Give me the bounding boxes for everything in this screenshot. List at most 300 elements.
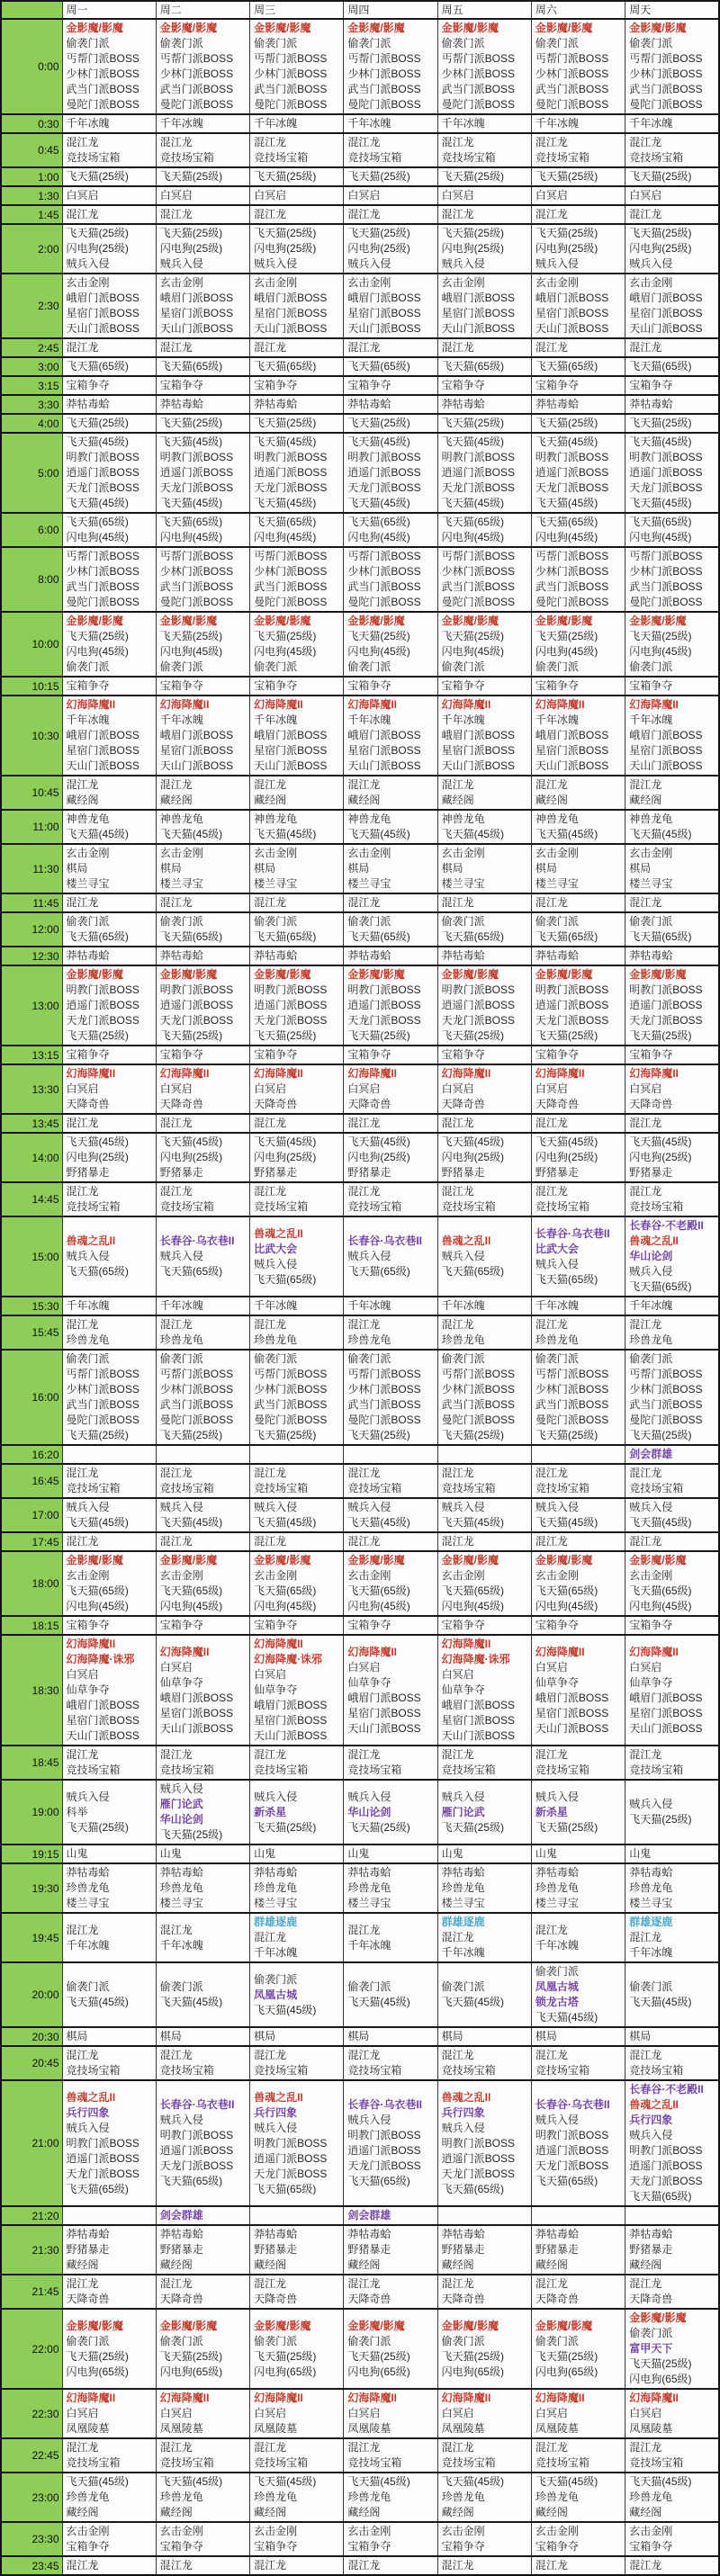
table-row — [1, 2206, 719, 2225]
event-label: 飞天猫(25级) — [254, 227, 317, 239]
event-label: 飞天猫(65级) — [254, 2182, 317, 2195]
event-label: 千年冰魄 — [347, 1938, 392, 1952]
schedule-cell — [531, 1962, 625, 2027]
table-row — [1, 677, 719, 696]
schedule-cell — [437, 947, 531, 965]
schedule-cell — [437, 776, 531, 810]
event-label: 棋局 — [66, 2030, 88, 2042]
schedule-cell — [531, 1350, 625, 1445]
event-label: 兽魂之乱II — [629, 2098, 679, 2111]
event-label: 华山论剑 — [347, 1805, 392, 1818]
event-label: 偷袭门派 — [441, 660, 485, 673]
schedule-cell — [531, 224, 625, 274]
schedule-cell — [62, 612, 156, 677]
schedule-cell — [626, 1498, 719, 1532]
event-label: 偷袭门派 — [347, 1980, 392, 1993]
event-label: 明教门派BOSS — [441, 2136, 515, 2150]
schedule-cell — [531, 1464, 625, 1498]
event-label: 贼兵入侵 — [159, 1250, 203, 1262]
event-label: 偷袭门派 — [66, 37, 110, 49]
event-label: 混江龙 — [629, 341, 662, 354]
event-label: 玄击金刚 — [254, 847, 298, 859]
event-label: 混江龙 — [629, 2441, 662, 2454]
event-label: 贼兵入侵 — [66, 1790, 110, 1803]
schedule-cell — [156, 395, 249, 414]
schedule-cell — [250, 1863, 344, 1913]
schedule-cell — [250, 2438, 344, 2473]
event-label: 混江龙 — [347, 1748, 381, 1761]
event-label: 偷袭门派 — [66, 1980, 110, 1993]
schedule-cell — [626, 677, 719, 696]
event-label: 宝箱争夺 — [347, 1619, 392, 1631]
event-label: 峨眉门派BOSS — [347, 729, 421, 741]
event-label: 飞天猫(25级) — [66, 227, 129, 239]
schedule-cell — [531, 1046, 625, 1064]
event-label: 白冥启 — [535, 1660, 568, 1674]
event-label: 飞天猫(45级) — [441, 1135, 504, 1148]
event-label: 闪电狗(25级) — [254, 1151, 317, 1163]
event-label: 混江龙 — [159, 1185, 193, 1198]
event-label: 逍遥门派BOSS — [535, 2144, 609, 2157]
event-label: 幻海降魔II — [254, 1067, 303, 1080]
time-label: 2:30 — [1, 274, 62, 338]
event-label: 幻海降魔·诛邪 — [254, 1653, 323, 1665]
event-label: 幻海降魔II — [347, 1067, 398, 1080]
schedule-cell — [156, 2309, 249, 2389]
schedule-cell — [62, 1746, 156, 1780]
event-label: 宝箱争夺 — [254, 1619, 298, 1631]
event-label: 千年冰魄 — [629, 1299, 673, 1312]
schedule-cell — [437, 513, 531, 547]
time-label: 8:00 — [1, 547, 62, 612]
schedule-cell — [344, 2522, 437, 2556]
event-label: 混江龙 — [629, 2559, 662, 2572]
event-label: 幻海降魔II — [629, 1067, 679, 1080]
event-label: 宝箱争夺 — [441, 379, 485, 391]
event-label: 神兽龙龟 — [66, 812, 110, 825]
event-label: 飞天猫(45级) — [347, 828, 410, 840]
schedule-cell — [531, 433, 625, 513]
event-label: 明教门派BOSS — [629, 983, 703, 996]
event-label: 混江龙 — [66, 1923, 99, 1936]
event-label: 竞技场宝箱 — [159, 1764, 214, 1776]
schedule-cell — [156, 1464, 249, 1498]
event-label: 闪电狗(65级) — [441, 2365, 504, 2378]
event-label: 金影魔/影魔 — [254, 1554, 311, 1566]
schedule-body — [1, 19, 719, 2575]
schedule-cell — [250, 677, 344, 696]
schedule-cell — [437, 205, 531, 224]
schedule-cell — [626, 357, 719, 376]
event-label: 混江龙 — [254, 1318, 287, 1331]
event-label: 华山论剑 — [629, 1250, 673, 1262]
schedule-cell — [344, 1844, 437, 1863]
event-label: 白冥启 — [629, 2407, 662, 2419]
event-label: 闪电狗(45级) — [441, 645, 504, 658]
event-label: 珍兽龙龟 — [441, 2491, 485, 2503]
event-label: 明教门派BOSS — [347, 451, 421, 463]
schedule-cell — [62, 513, 156, 547]
schedule-cell — [156, 844, 249, 893]
schedule-cell — [344, 844, 437, 893]
schedule-cell — [344, 2389, 437, 2438]
event-label: 混江龙 — [629, 2277, 662, 2290]
schedule-cell — [626, 1746, 719, 1780]
schedule-cell — [156, 1635, 249, 1746]
table-row — [1, 1464, 719, 1498]
event-label: 混江龙 — [347, 341, 381, 354]
event-label: 莽牯毒蛤 — [629, 398, 673, 410]
event-label: 棋局 — [347, 862, 370, 875]
event-label: 天山门派BOSS — [66, 759, 140, 772]
day-header-6: 周六 — [531, 1, 625, 19]
event-label: 白冥启 — [347, 1660, 381, 1674]
event-label: 凤凰陵墓 — [254, 2422, 298, 2435]
event-label: 飞天猫(45级) — [66, 497, 129, 509]
event-label: 天龙门派BOSS — [159, 2159, 234, 2172]
event-label: 天降奇兽 — [441, 1098, 485, 1110]
table-row — [1, 1913, 719, 1962]
schedule-cell — [62, 2438, 156, 2473]
event-label: 混江龙 — [159, 1467, 193, 1479]
event-label: 飞天猫(25级) — [254, 1029, 317, 1042]
event-label: 幻海降魔II — [535, 2392, 585, 2404]
event-label: 飞天猫(45级) — [159, 2475, 223, 2488]
event-label: 长春谷·乌衣巷II — [159, 2098, 235, 2111]
event-label: 飞天猫(45级) — [254, 1516, 317, 1529]
schedule-cell — [344, 338, 437, 357]
event-label: 飞天猫(25级) — [66, 1429, 129, 1441]
schedule-cell — [156, 1133, 249, 1182]
event-label: 楼兰寻宝 — [535, 1897, 579, 1909]
schedule-cell — [62, 1780, 156, 1844]
event-label: 凤凰陵墓 — [629, 2422, 673, 2435]
schedule-cell — [626, 612, 719, 677]
schedule-cell — [62, 2556, 156, 2575]
schedule-cell — [531, 1182, 625, 1216]
schedule-cell — [62, 338, 156, 357]
schedule-cell — [62, 274, 156, 338]
schedule-cell — [250, 1182, 344, 1216]
event-label: 飞天猫(65级) — [347, 930, 410, 943]
event-label: 千年冰魄 — [159, 714, 203, 726]
event-label: 楼兰寻宝 — [629, 1897, 673, 1909]
event-label: 玄击金刚 — [535, 847, 579, 859]
schedule-cell — [62, 1297, 156, 1315]
event-label: 偷袭门派 — [535, 915, 579, 928]
event-label: 长春谷·乌衣巷II — [347, 2098, 423, 2111]
schedule-cell — [250, 357, 344, 376]
event-label: 藏经阁 — [629, 794, 662, 806]
event-label: 仙草争夺 — [441, 1683, 485, 1696]
event-label: 贼兵入侵 — [347, 1790, 392, 1803]
event-label: 偷袭门派 — [441, 1352, 485, 1365]
event-label: 丐帮门派BOSS — [254, 1368, 328, 1380]
event-label: 竞技场宝箱 — [535, 2064, 590, 2077]
schedule-cell — [62, 2522, 156, 2556]
event-label: 混江龙 — [535, 896, 568, 909]
event-label: 飞天猫(25级) — [535, 1029, 598, 1042]
event-label: 玄击金刚 — [441, 847, 485, 859]
time-label: 21:45 — [1, 2275, 62, 2309]
event-label: 逍遥门派BOSS — [254, 2151, 328, 2165]
schedule-cell — [250, 696, 344, 776]
event-label: 飞天猫(45级) — [254, 435, 317, 448]
event-label: 飞天猫(25级) — [347, 1820, 410, 1834]
event-label: 星宿门派BOSS — [535, 307, 609, 319]
event-label: 飞天猫(45级) — [347, 435, 410, 448]
event-label: 闪电狗(25级) — [347, 1151, 410, 1163]
schedule-cell — [437, 2473, 531, 2522]
event-label: 混江龙 — [347, 1185, 381, 1198]
schedule-cell — [531, 357, 625, 376]
event-label: 玄击金刚 — [159, 276, 203, 289]
schedule-cell — [156, 1182, 249, 1216]
schedule-cell — [250, 433, 344, 513]
event-label: 峨眉门派BOSS — [441, 292, 515, 304]
schedule-cell — [156, 2080, 249, 2206]
event-label: 逍遥门派BOSS — [441, 999, 515, 1011]
event-label: 竞技场宝箱 — [66, 2064, 121, 2077]
event-label: 少林门派BOSS — [347, 1383, 421, 1396]
event-label: 曼陀门派BOSS — [535, 98, 609, 111]
event-label: 金影魔/影魔 — [347, 615, 405, 627]
event-label: 飞天猫(25级) — [441, 227, 504, 239]
time-label: 13:15 — [1, 1046, 62, 1064]
event-label: 武当门派BOSS — [629, 1398, 703, 1411]
schedule-cell — [437, 2225, 531, 2275]
event-label: 飞天猫(45级) — [347, 1135, 410, 1148]
event-label: 偷袭门派 — [629, 660, 673, 673]
event-label: 藏经阁 — [159, 2258, 193, 2271]
event-label: 宝箱争夺 — [66, 2540, 110, 2553]
event-label: 千年冰魄 — [347, 1299, 392, 1312]
event-label: 峨眉门派BOSS — [535, 292, 609, 304]
event-label: 宝箱争夺 — [254, 1048, 298, 1061]
schedule-cell — [531, 2309, 625, 2389]
schedule-cell — [531, 2046, 625, 2080]
event-label: 明教门派BOSS — [254, 983, 328, 996]
schedule-cell — [626, 844, 719, 893]
event-label: 星宿门派BOSS — [254, 744, 328, 757]
event-label: 藏经阁 — [347, 2506, 381, 2518]
schedule-cell — [156, 612, 249, 677]
schedule-cell — [250, 395, 344, 414]
event-label: 竞技场宝箱 — [159, 1482, 214, 1494]
table-row — [1, 205, 719, 224]
schedule-cell — [62, 1133, 156, 1182]
schedule-cell — [344, 395, 437, 414]
table-row — [1, 2027, 719, 2046]
event-label: 星宿门派BOSS — [441, 744, 515, 757]
event-label: 飞天猫(25级) — [254, 1429, 317, 1441]
schedule-cell — [156, 1445, 249, 1464]
event-label: 藏经阁 — [159, 2506, 193, 2518]
schedule-cell — [156, 965, 249, 1046]
schedule-cell — [437, 1863, 531, 1913]
event-label: 武当门派BOSS — [629, 83, 703, 95]
schedule-cell — [437, 376, 531, 395]
event-label: 混江龙 — [66, 2049, 99, 2061]
event-label: 野猪暴走 — [66, 2243, 110, 2256]
event-label: 峨眉门派BOSS — [66, 729, 140, 741]
event-label: 少林门派BOSS — [347, 565, 421, 578]
event-label: 闪电狗(45级) — [347, 645, 410, 658]
event-label: 混江龙 — [535, 1748, 568, 1761]
event-label: 峨眉门派BOSS — [254, 1699, 328, 1711]
schedule-cell — [531, 1216, 625, 1297]
event-label: 飞天猫(25级) — [159, 1429, 223, 1441]
event-label: 幻海降魔II — [254, 1638, 303, 1650]
event-label: 长春谷·不老殿II — [629, 1219, 704, 1232]
event-label: 峨眉门派BOSS — [441, 1699, 515, 1711]
event-label: 混江龙 — [629, 896, 662, 909]
event-label: 飞天猫(45级) — [159, 1996, 223, 2008]
event-label: 飞天猫(45级) — [347, 1516, 410, 1529]
event-label: 闪电狗(25级) — [629, 242, 692, 255]
event-label: 千年冰魄 — [66, 117, 110, 130]
event-label: 飞天猫(25级) — [535, 1820, 598, 1834]
schedule-cell — [626, 513, 719, 547]
table-row — [1, 1746, 719, 1780]
schedule-cell — [344, 2275, 437, 2309]
event-label: 宝箱争夺 — [254, 679, 298, 692]
schedule-cell — [437, 1182, 531, 1216]
schedule-cell — [62, 947, 156, 965]
event-label: 混江龙 — [347, 136, 381, 148]
schedule-cell — [62, 167, 156, 186]
event-label: 宝箱争夺 — [629, 679, 673, 692]
event-label: 飞天猫(25级) — [66, 630, 129, 642]
event-label: 逍遥门派BOSS — [347, 999, 421, 1011]
schedule-cell — [437, 1114, 531, 1133]
table-row — [1, 612, 719, 677]
time-label: 22:00 — [1, 2309, 62, 2389]
schedule-cell — [531, 1297, 625, 1315]
schedule-cell — [250, 224, 344, 274]
event-label: 混江龙 — [159, 778, 193, 791]
table-row — [1, 114, 719, 133]
table-row — [1, 1780, 719, 1844]
event-label: 金影魔/影魔 — [441, 1554, 499, 1566]
time-label: 18:30 — [1, 1635, 62, 1746]
event-label: 竞技场宝箱 — [535, 151, 590, 164]
time-label: 10:15 — [1, 677, 62, 696]
event-label: 比武大会 — [535, 1242, 579, 1255]
schedule-cell — [250, 19, 344, 114]
event-label: 混江龙 — [159, 2559, 193, 2572]
event-label: 金影魔/影魔 — [629, 2311, 687, 2324]
event-label: 藏经阁 — [441, 2258, 474, 2271]
table-row — [1, 844, 719, 893]
event-label: 混江龙 — [441, 896, 474, 909]
event-label: 武当门派BOSS — [66, 1398, 140, 1411]
event-label: 飞天猫(65级) — [254, 930, 317, 943]
event-label: 宝箱争夺 — [629, 1048, 673, 1061]
schedule-cell — [156, 1551, 249, 1616]
schedule-cell — [344, 2046, 437, 2080]
table-row — [1, 1182, 719, 1216]
schedule-cell — [437, 414, 531, 433]
event-label: 剑会群雄 — [629, 1448, 673, 1460]
event-label: 天龙门派BOSS — [254, 1014, 328, 1027]
schedule-cell — [250, 912, 344, 947]
event-label: 混江龙 — [629, 136, 662, 148]
schedule-cell — [344, 2027, 437, 2046]
event-label: 天龙门派BOSS — [159, 1014, 234, 1027]
schedule-cell — [437, 1532, 531, 1551]
event-label: 宝箱争夺 — [629, 379, 673, 391]
schedule-cell — [531, 2389, 625, 2438]
event-label: 飞天猫(25级) — [347, 417, 410, 429]
time-label: 17:45 — [1, 1532, 62, 1551]
table-row — [1, 947, 719, 965]
event-label: 飞天猫(45级) — [441, 1996, 504, 2008]
event-label: 逍遥门派BOSS — [629, 2159, 703, 2172]
event-label: 莽牯毒蛤 — [441, 2228, 485, 2240]
event-label: 金影魔/影魔 — [254, 2319, 311, 2332]
schedule-cell — [626, 2046, 719, 2080]
schedule-cell — [250, 1114, 344, 1133]
schedule-cell — [156, 1962, 249, 2027]
schedule-cell — [531, 1064, 625, 1114]
schedule-cell — [626, 2275, 719, 2309]
schedule-cell — [250, 2309, 344, 2389]
schedule-cell — [531, 2438, 625, 2473]
table-row — [1, 2438, 719, 2473]
event-label: 飞天猫(25级) — [66, 417, 129, 429]
schedule-cell — [156, 357, 249, 376]
event-label: 武当门派BOSS — [535, 83, 609, 95]
event-label: 混江龙 — [66, 1748, 99, 1761]
event-label: 逍遥门派BOSS — [535, 466, 609, 479]
time-label: 23:30 — [1, 2522, 62, 2556]
event-label: 少林门派BOSS — [66, 1383, 140, 1396]
time-label: 3:00 — [1, 357, 62, 376]
table-row — [1, 1844, 719, 1863]
time-label: 13:30 — [1, 1064, 62, 1114]
event-label: 野猪暴走 — [629, 2243, 673, 2256]
event-label: 混江龙 — [347, 2277, 381, 2290]
schedule-cell — [437, 1913, 531, 1962]
event-label: 白冥启 — [254, 2407, 287, 2419]
schedule-cell — [531, 133, 625, 167]
event-label: 莽牯毒蛤 — [66, 1866, 110, 1879]
event-label: 闪电狗(45级) — [629, 645, 692, 658]
schedule-cell — [437, 612, 531, 677]
event-label: 混江龙 — [347, 778, 381, 791]
event-label: 闪电狗(45级) — [254, 1600, 317, 1612]
event-label: 飞天猫(65级) — [347, 2175, 410, 2187]
event-label: 天降奇兽 — [159, 1098, 203, 1110]
schedule-cell — [626, 167, 719, 186]
event-label: 天山门派BOSS — [347, 759, 421, 772]
schedule-cell — [250, 167, 344, 186]
event-label: 星宿门派BOSS — [66, 744, 140, 757]
schedule-cell — [437, 274, 531, 338]
event-label: 金影魔/影魔 — [441, 615, 499, 627]
event-label: 贼兵入侵 — [159, 1782, 203, 1795]
event-label: 宝箱争夺 — [66, 1048, 110, 1061]
schedule-cell — [344, 1133, 437, 1182]
schedule-cell — [626, 1464, 719, 1498]
event-label: 千年冰魄 — [441, 1946, 485, 1959]
event-label: 偷袭门派 — [347, 915, 392, 928]
event-label: 莽牯毒蛤 — [629, 949, 673, 962]
event-label: 逍遥门派BOSS — [629, 999, 703, 1011]
event-label: 千年冰魄 — [535, 117, 579, 130]
event-label: 少林门派BOSS — [254, 1383, 328, 1396]
